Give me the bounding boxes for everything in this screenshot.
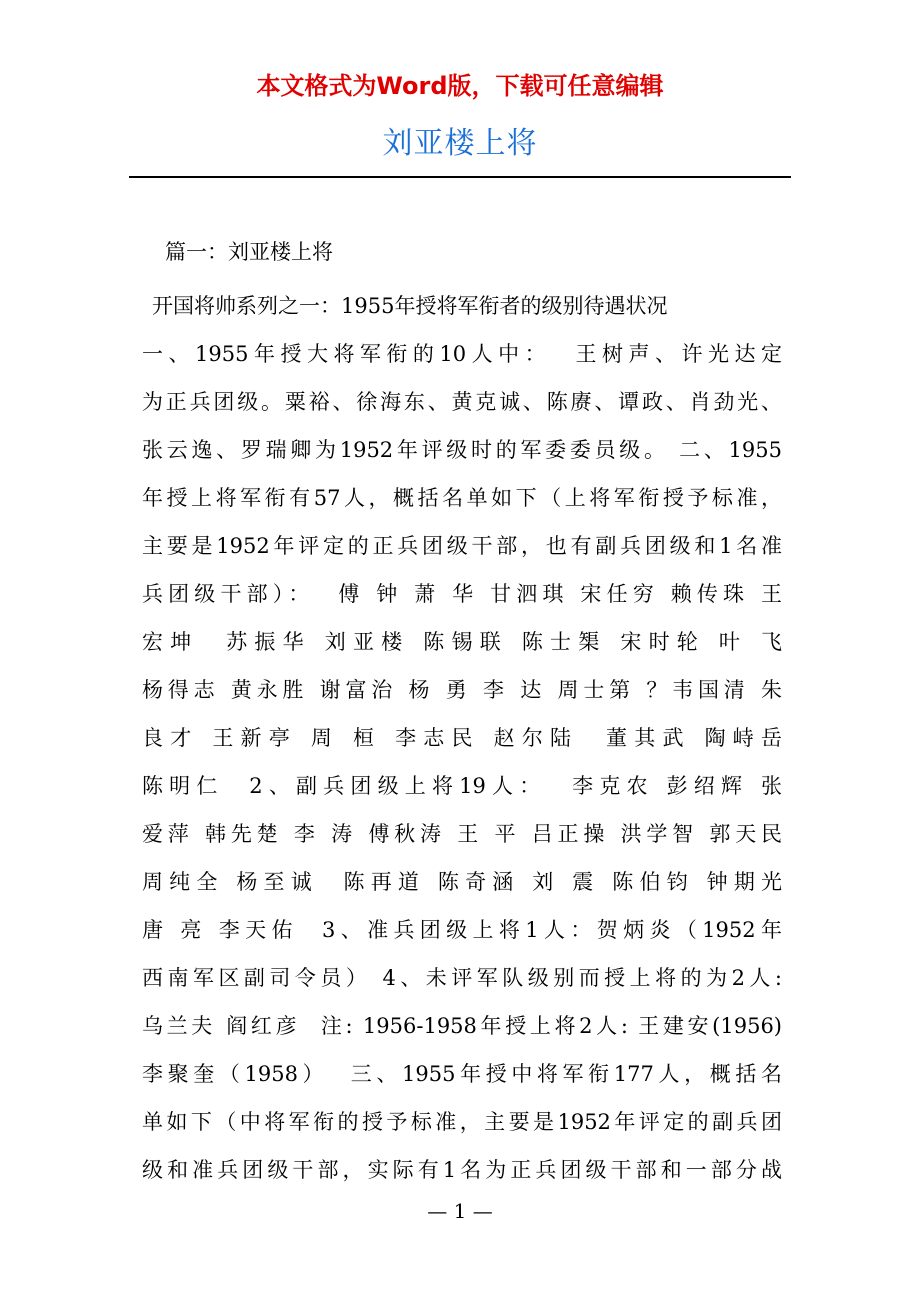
body-line: 乌兰夫 阎红彦 注: 1956-1958年授上将2人: 王建安(1956) [142, 1014, 782, 1038]
body-line: 单如下（中将军衔的授予标准，主要是1952年评定的副兵团 [142, 1110, 782, 1134]
body-line: 李聚奎（1958） 三、1955年授中将军衔177人，概括名 [142, 1062, 782, 1086]
body-line: 陈明仁 2、副兵团级上将19人： 李克农 彭绍辉 张 [142, 774, 782, 798]
body-line: 开国将帅系列之一：1955年授将军衔者的级别待遇状况 [152, 294, 668, 318]
body-line: 唐 亮 李天佑 3、准兵团级上将1人：贺炳炎（1952年 [142, 918, 782, 942]
body-line: 主要是1952年评定的正兵团级干部，也有副兵团级和1名准 [142, 534, 782, 558]
body-line: 级和准兵团级干部，实际有1名为正兵团级干部和一部分战 [142, 1158, 782, 1182]
body-line: 周纯全 杨至诚 陈再道 陈奇涵 刘 震 陈伯钧 钟期光 [142, 870, 782, 894]
article-body [142, 282, 782, 1194]
document-title: 刘亚楼上将 [382, 126, 538, 161]
body-line: 一、1955年授大将军衔的10人中： 王树声、许光达定 [142, 342, 782, 366]
body-line: 爱萍 韩先楚 李 涛 傅秋涛 王 平 吕正操 洪学智 郭天民 [142, 822, 782, 846]
page-number: — 1 — [427, 1199, 493, 1223]
title-divider [129, 176, 791, 178]
article-heading: 篇一：刘亚楼上将 [165, 240, 333, 264]
body-line: 良才 王新亭 周 桓 李志民 赵尔陆 董其武 陶峙岳 [142, 726, 782, 750]
body-line: 宏坤 苏振华 刘亚楼 陈锡联 陈士榘 宋时轮 叶 飞 [142, 630, 782, 654]
body-line: 张云逸、罗瑞卿为1952年评级时的军委委员级。 二、1955 [142, 438, 782, 462]
format-notice: 本文格式为Word版，下载可任意编辑 [256, 72, 664, 100]
body-line: 为正兵团级。粟裕、徐海东、黄克诚、陈赓、谭政、肖劲光、 [142, 390, 782, 414]
body-line: 西南军区副司令员） 4、未评军队级别而授上将的为2人: [142, 966, 782, 990]
body-line: 年授上将军衔有57人，概括名单如下（上将军衔授予标准， [142, 486, 782, 510]
body-line: 兵团级干部）： 傅 钟 萧 华 甘泗琪 宋任穷 赖传珠 王 [142, 582, 782, 606]
body-line: 杨得志 黄永胜 谢富治 杨 勇 李 达 周士第 ？韦国清 朱 [142, 678, 782, 702]
